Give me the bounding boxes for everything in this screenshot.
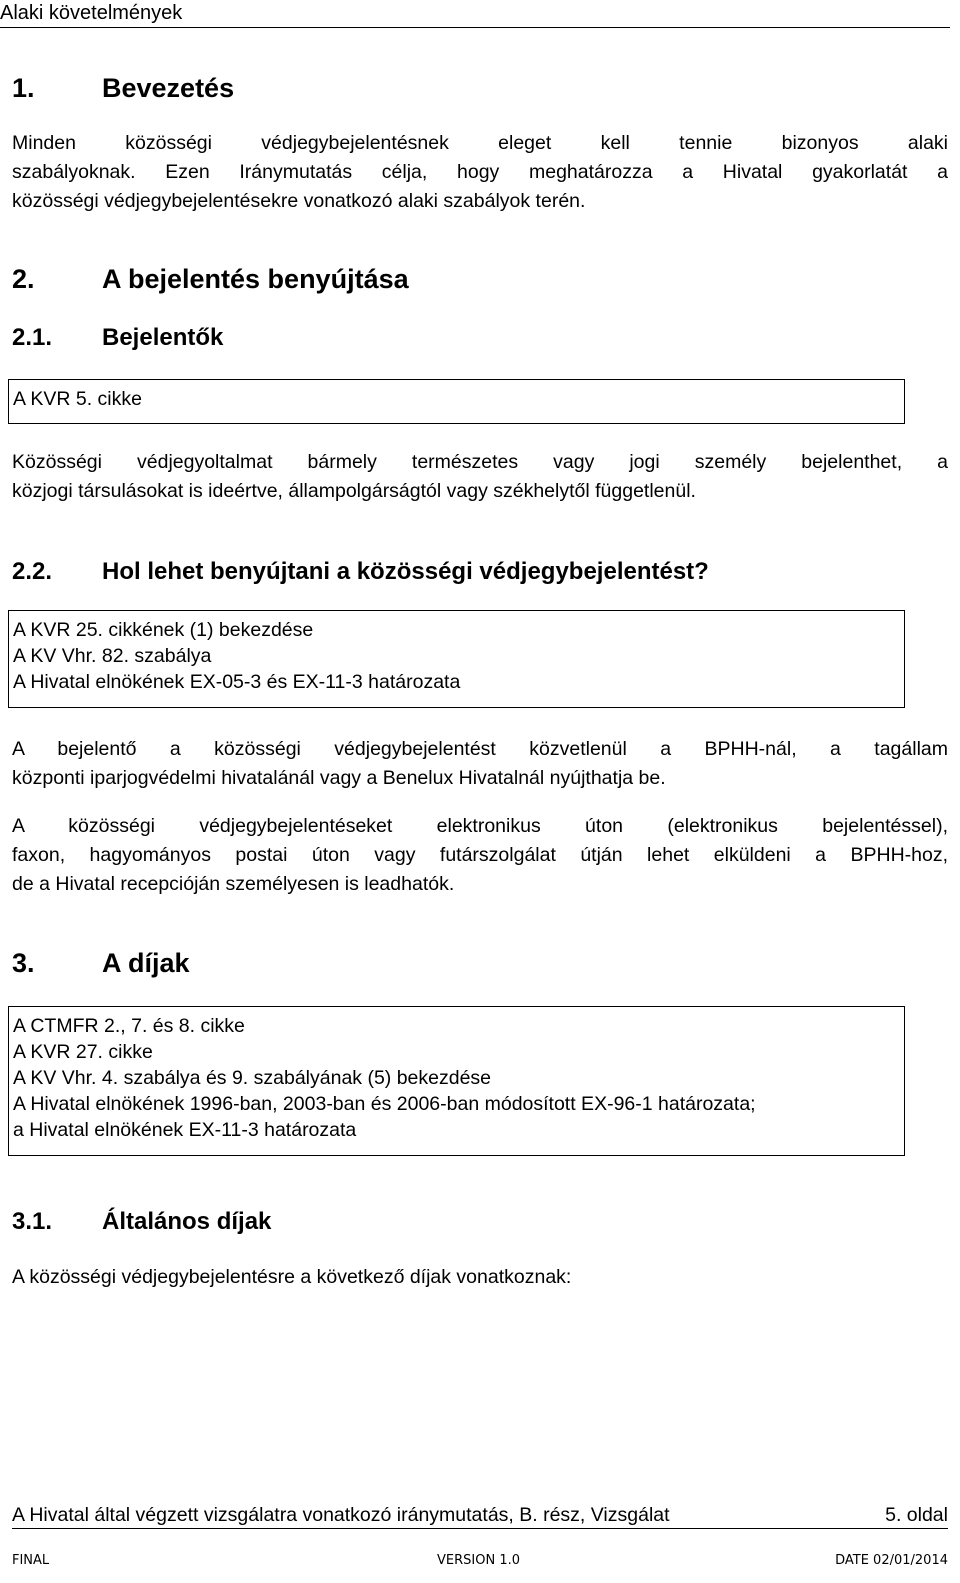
filing-how-paragraph xyxy=(12,812,948,899)
legal-reference-box xyxy=(8,1006,905,1156)
applicants-paragraph xyxy=(12,448,948,506)
section-number: 2. xyxy=(12,264,35,294)
reference-line: A Hivatal elnökének 1996-ban, 2003-ban és 2006-ban módosított EX-96-1 határozata; xyxy=(13,1093,756,1115)
section-heading-3-1 xyxy=(12,1207,271,1237)
footer-date: DATE 02/01/2014 xyxy=(835,1553,948,1568)
section-number: 1. xyxy=(12,73,35,103)
paragraph-line: közösségi védjegybejelentésekre vonatkozó alaki szabályok terén. xyxy=(12,190,586,212)
paragraph-line: Közösségi védjegyoltalmat bármely természetes vagy jogi személy bejelenthet, a xyxy=(12,451,948,473)
section-heading-2-2 xyxy=(12,557,709,587)
footer-status: FINAL xyxy=(12,1553,50,1568)
paragraph-line: központi iparjogvédelmi hivatalánál vagy a Benelux Hivatalnál nyújthatja be. xyxy=(12,767,666,789)
footer-version: VERSION 1.0 xyxy=(437,1553,520,1568)
fees-intro-paragraph: A közösségi védjegybejelentésre a következő díjak vonatkoznak: xyxy=(12,1266,572,1288)
section-title: A bejelentés benyújtása xyxy=(102,264,409,294)
paragraph-line: szabályoknak. Ezen Iránymutatás célja, hogy meghatározza a Hivatal gyakorlatát a xyxy=(12,161,948,183)
reference-line: A KVR 5. cikke xyxy=(13,388,142,410)
reference-line: a Hivatal elnökének EX-11-3 határozata xyxy=(13,1119,357,1141)
paragraph-line: faxon, hagyományos postai úton vagy futárszolgálat útján lehet elküldeni a BPHH-hoz, xyxy=(12,844,948,866)
legal-reference-box xyxy=(8,610,905,708)
paragraph-line: A közösségi védjegybejelentéseket elektronikus úton (elektronikus bejelentéssel), xyxy=(12,815,948,837)
header-divider xyxy=(0,27,950,28)
section-title: Hol lehet benyújtani a közösségi védjegybejelentést? xyxy=(102,558,709,585)
paragraph-line: közjogi társulásokat is ideértve, állampolgárságtól vagy székhelytől függetlenül. xyxy=(12,480,696,502)
paragraph-line: de a Hivatal recepcióján személyesen is leadhatók. xyxy=(12,873,455,895)
reference-line: A KVR 27. cikke xyxy=(13,1041,153,1063)
section-heading-3 xyxy=(12,946,190,980)
section-heading-2-1 xyxy=(12,323,223,353)
paragraph-line: Minden közösségi védjegybejelentésnek eleget kell tennie bizonyos alaki xyxy=(12,132,948,154)
reference-line: A KVR 25. cikkének (1) bekezdése xyxy=(13,619,314,641)
section-title: Bejelentők xyxy=(102,324,224,351)
section-heading-2 xyxy=(12,262,409,296)
reference-line: A KV Vhr. 82. szabálya xyxy=(13,645,212,667)
reference-line: A CTMFR 2., 7. és 8. cikke xyxy=(13,1015,245,1037)
intro-paragraph xyxy=(12,129,948,216)
footer-page-number: 5. oldal xyxy=(885,1504,948,1526)
reference-line: A Hivatal elnökének EX-05-3 és EX-11-3 határozata xyxy=(13,671,461,693)
section-number: 3. xyxy=(12,948,35,978)
section-number: 2.1. xyxy=(12,324,53,351)
section-number: 3.1. xyxy=(12,1208,53,1235)
legal-reference-box xyxy=(8,379,905,424)
section-title: Bevezetés xyxy=(102,73,235,103)
section-heading-1 xyxy=(12,71,234,105)
running-header-title: Alaki követelmények xyxy=(0,2,183,24)
section-title: A díjak xyxy=(102,948,190,978)
filing-where-paragraph xyxy=(12,735,948,793)
section-number: 2.2. xyxy=(12,558,53,585)
section-title: Általános díjak xyxy=(102,1208,272,1235)
footer-document-title: A Hivatal által végzett vizsgálatra vonatkozó iránymutatás, B. rész, Vizsgálat xyxy=(12,1504,670,1526)
footer-divider xyxy=(12,1528,948,1529)
paragraph-line: A bejelentő a közösségi védjegybejelentést közvetlenül a BPHH-nál, a tagállam xyxy=(12,738,948,760)
reference-line: A KV Vhr. 4. szabálya és 9. szabályának (5) bekezdése xyxy=(13,1067,492,1089)
